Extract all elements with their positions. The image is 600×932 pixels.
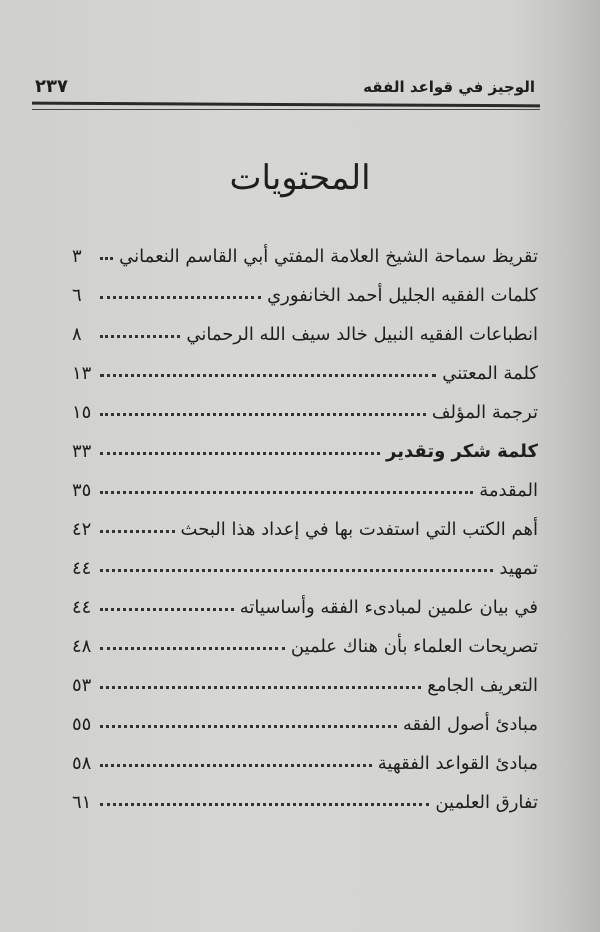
dot-leader bbox=[100, 296, 261, 299]
dot-leader bbox=[100, 530, 175, 533]
header-rule-thin bbox=[32, 109, 540, 110]
toc-entry-page: ١٣ bbox=[72, 363, 92, 384]
toc-list bbox=[72, 228, 538, 813]
toc-entry-page: ٥٥ bbox=[72, 714, 92, 735]
toc-entry-page: ٦١ bbox=[72, 792, 92, 813]
dot-leader bbox=[100, 335, 180, 338]
toc-entry bbox=[72, 384, 538, 423]
toc-entry-label: تفارق العلمين bbox=[435, 792, 538, 813]
dot-leader bbox=[100, 452, 380, 455]
book-title: الوجيز في قواعد الفقه bbox=[363, 78, 535, 96]
toc-entry-page: ٤٤ bbox=[72, 558, 92, 579]
toc-entry-page: ٣٣ bbox=[72, 441, 92, 462]
toc-entry-label: كلمات الفقيه الجليل أحمد الخانفوري bbox=[267, 285, 538, 306]
toc-entry bbox=[72, 618, 538, 657]
toc-entry bbox=[72, 735, 538, 774]
toc-entry-label: كلمة المعتني bbox=[442, 363, 538, 384]
toc-entry-page: ٤٤ bbox=[72, 597, 92, 618]
toc-entry bbox=[72, 423, 538, 462]
toc-entry-label: كلمة شكر وتقدير bbox=[386, 441, 538, 462]
toc-entry-page: ٤٨ bbox=[72, 636, 92, 657]
dot-leader bbox=[100, 764, 372, 767]
toc-entry-label: تقريظ سماحة الشيخ العلامة المفتي أبي القاسم النعماني bbox=[119, 246, 538, 267]
dot-leader bbox=[100, 803, 429, 806]
dot-leader bbox=[100, 686, 421, 689]
toc-entry bbox=[72, 345, 538, 384]
toc-entry-page: ٨ bbox=[72, 324, 82, 345]
toc-entry-label: مبادئ القواعد الفقهية bbox=[377, 753, 538, 774]
dot-leader bbox=[100, 725, 397, 728]
toc-entry-page: ٦ bbox=[72, 285, 82, 306]
toc-entry bbox=[72, 657, 538, 696]
header-rule bbox=[32, 102, 540, 108]
toc-entry-page: ٣٥ bbox=[72, 480, 92, 501]
toc-entry bbox=[72, 696, 538, 735]
toc-entry bbox=[72, 774, 538, 813]
toc-entry-label: في بيان علمين لمبادىء الفقه وأساسياته bbox=[239, 597, 538, 618]
dot-leader bbox=[100, 374, 436, 377]
dot-leader bbox=[100, 647, 285, 650]
toc-entry-page: ٣ bbox=[72, 246, 82, 267]
toc-entry-label: ترجمة المؤلف bbox=[431, 402, 538, 423]
toc-entry-label: انطباعات الفقيه النبيل خالد سيف الله الرحماني bbox=[186, 324, 538, 345]
toc-entry-label: المقدمة bbox=[479, 480, 538, 501]
toc-entry-label: أهم الكتب التي استفدت بها في إعداد هذا البحث bbox=[180, 519, 538, 540]
dot-leader bbox=[100, 608, 234, 611]
toc-entry bbox=[72, 540, 538, 579]
toc-entry-page: ٤٢ bbox=[72, 519, 92, 540]
toc-title: المحتويات bbox=[229, 158, 371, 198]
toc-entry-label: التعريف الجامع bbox=[427, 675, 538, 696]
page-number: ٢٣٧ bbox=[35, 76, 68, 97]
toc-entry-label: تصريحات العلماء بأن هناك علمين bbox=[290, 636, 538, 657]
toc-entry bbox=[72, 267, 538, 306]
toc-entry bbox=[72, 306, 538, 345]
toc-entry-label: مبادئ أصول الفقه bbox=[402, 714, 538, 735]
dot-leader bbox=[100, 491, 473, 494]
toc-entry bbox=[72, 462, 538, 501]
dot-leader bbox=[100, 569, 493, 572]
toc-entry bbox=[72, 228, 538, 267]
toc-entry bbox=[72, 501, 538, 540]
toc-entry bbox=[72, 579, 538, 618]
dot-leader bbox=[100, 413, 426, 416]
toc-entry-page: ٥٣ bbox=[72, 675, 92, 696]
toc-entry-label: تمهيد bbox=[499, 558, 538, 579]
dot-leader bbox=[100, 257, 113, 260]
toc-entry-page: ٥٨ bbox=[72, 753, 92, 774]
running-header bbox=[35, 78, 535, 102]
toc-entry-page: ١٥ bbox=[72, 402, 92, 423]
